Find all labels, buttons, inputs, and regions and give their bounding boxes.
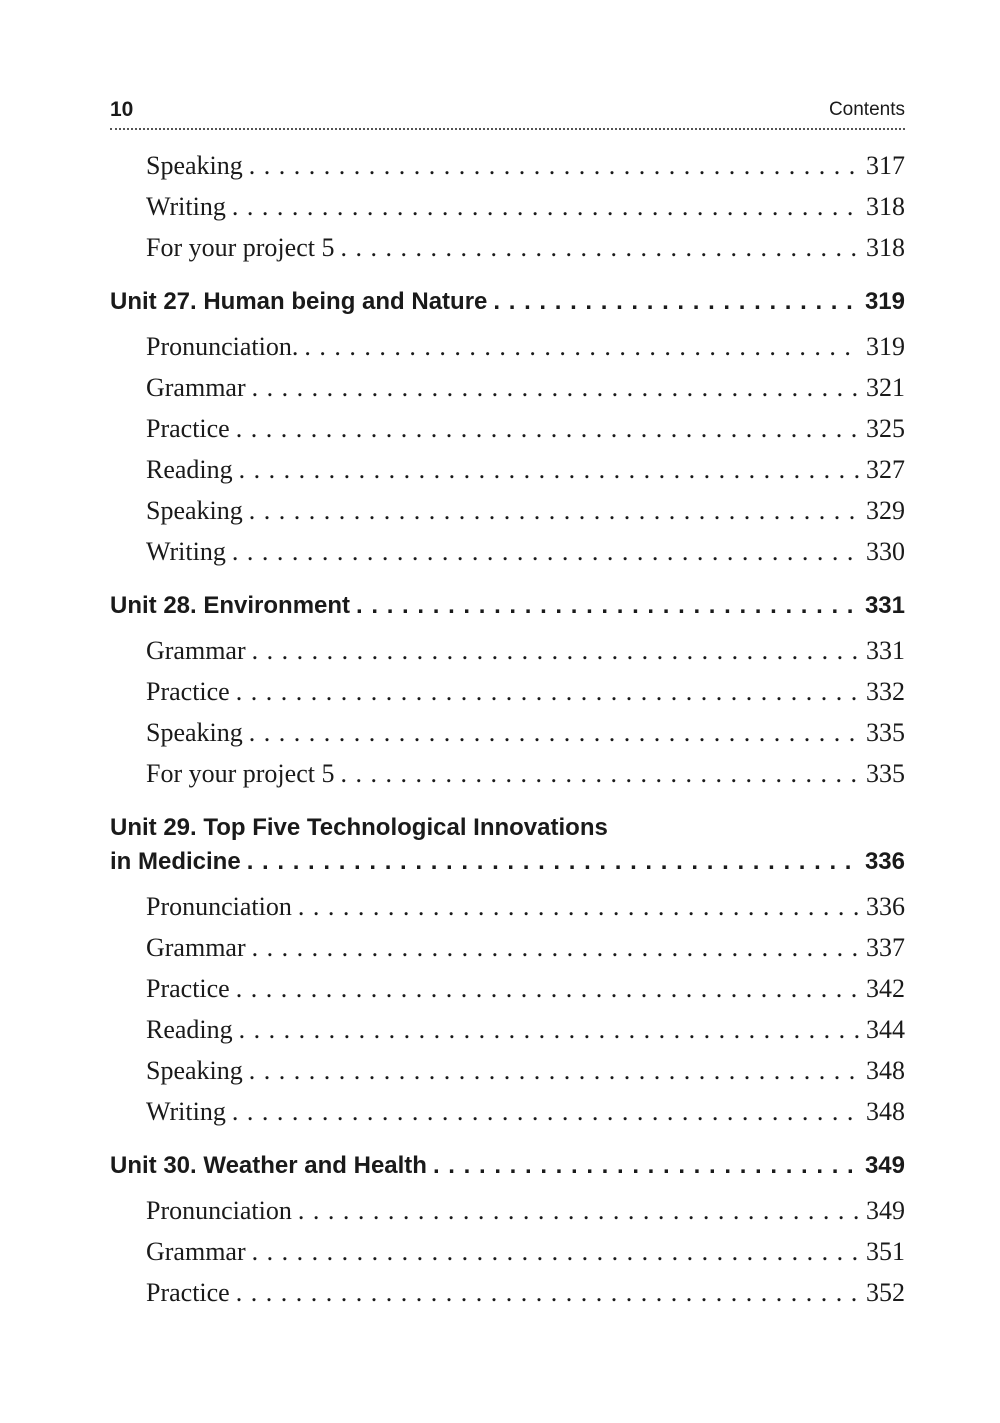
unit-title: Unit 27. Human being and Nature	[110, 288, 488, 315]
toc-entry-page: 348	[866, 1056, 905, 1085]
dot-leader	[493, 285, 859, 319]
dot-leader	[249, 1050, 860, 1091]
unit-heading[interactable]	[110, 285, 905, 319]
dot-leader	[433, 1149, 859, 1183]
unit-title-line1[interactable]: Unit 29. Top Five Technological Innovations	[110, 814, 608, 841]
toc-entry[interactable]	[110, 326, 905, 367]
toc-entry-page: 329	[866, 496, 905, 525]
toc-entry[interactable]	[110, 490, 905, 531]
dot-leader	[252, 630, 860, 671]
toc-entry[interactable]	[110, 1050, 905, 1091]
dot-leader	[298, 1190, 860, 1231]
dot-leader	[298, 886, 860, 927]
toc-entry-title: For your project 5	[146, 233, 335, 262]
toc-entry-page: 349	[866, 1196, 905, 1225]
toc-entry-page: 348	[866, 1097, 905, 1126]
toc-entry-page: 317	[866, 151, 905, 180]
dot-leader	[236, 408, 860, 449]
toc-entry-page: 318	[866, 233, 905, 262]
toc-entry-title: Practice	[146, 677, 230, 706]
header-divider	[110, 128, 905, 130]
dot-leader	[356, 589, 859, 623]
toc-entry-page: 319	[866, 332, 905, 361]
toc-entry[interactable]	[110, 1272, 905, 1313]
dot-leader	[236, 671, 860, 712]
toc-entry-title: Writing	[146, 192, 226, 221]
toc-entry-page: 351	[866, 1237, 905, 1266]
toc-entry-page: 332	[866, 677, 905, 706]
toc-entry[interactable]	[110, 712, 905, 753]
unit-section-30	[110, 1149, 905, 1183]
running-title: Contents	[828, 99, 905, 120]
toc-entry[interactable]	[110, 531, 905, 572]
dot-leader	[232, 186, 860, 227]
toc-entry-title: Writing	[146, 537, 226, 566]
toc-entry[interactable]	[110, 927, 905, 968]
toc-entry-page: 335	[866, 759, 905, 788]
toc-entry[interactable]	[110, 1091, 905, 1132]
toc-entry[interactable]	[110, 968, 905, 1009]
toc-entry-page: 325	[866, 414, 905, 443]
toc-entry-page: 344	[866, 1015, 905, 1044]
unit-title: Unit 30. Weather and Health	[110, 1152, 427, 1179]
unit-page: 336	[864, 848, 905, 875]
dot-leader	[236, 1272, 860, 1313]
unit-page: 319	[864, 288, 905, 315]
toc-entry-page: 342	[866, 974, 905, 1003]
unit-title: Unit 28. Environment	[110, 592, 351, 619]
dot-leader	[249, 712, 860, 753]
toc-entry[interactable]	[110, 630, 905, 671]
toc-entry-title: Practice	[146, 414, 230, 443]
dot-leader	[252, 367, 860, 408]
dot-leader	[236, 968, 860, 1009]
toc-entry-title: Writing	[146, 1097, 226, 1126]
toc-entry-title: Practice	[146, 974, 230, 1003]
toc-entry-page: 331	[866, 636, 905, 665]
toc-entry-title: For your project 5	[146, 759, 335, 788]
unit-page: 349	[864, 1152, 905, 1179]
unit-section-27	[110, 285, 905, 319]
page-number: 10	[110, 98, 134, 121]
toc-entry-title: Grammar	[146, 1237, 246, 1266]
toc-entry[interactable]	[110, 367, 905, 408]
toc-entry-page: 330	[866, 537, 905, 566]
unit-heading[interactable]	[110, 1149, 905, 1183]
toc-entry[interactable]	[110, 449, 905, 490]
toc-entry-page: 352	[866, 1278, 905, 1307]
dot-leader	[239, 449, 860, 490]
toc-entry[interactable]	[110, 671, 905, 712]
unit-heading[interactable]	[110, 589, 905, 623]
dot-leader	[249, 490, 860, 531]
dot-leader	[232, 1091, 860, 1132]
toc-entry-page: 335	[866, 718, 905, 747]
unit-page: 331	[864, 592, 905, 619]
toc-entry-page: 318	[866, 192, 905, 221]
toc-entry[interactable]	[110, 1190, 905, 1231]
toc-entry-title: Grammar	[146, 933, 246, 962]
toc-entry[interactable]	[110, 1009, 905, 1050]
dot-leader	[247, 845, 859, 879]
toc-entry-title: Speaking	[146, 151, 243, 180]
toc-entry-title: Grammar	[146, 373, 246, 402]
toc-entry[interactable]	[110, 886, 905, 927]
toc-entry-title: Pronunciation	[146, 1196, 292, 1225]
toc-entry[interactable]	[110, 186, 905, 227]
toc-entry[interactable]	[110, 145, 905, 186]
toc-entry[interactable]	[110, 753, 905, 794]
toc-entry-title: Pronunciation	[146, 892, 292, 921]
toc-entry[interactable]	[110, 1231, 905, 1272]
toc-entry-title: Speaking	[146, 1056, 243, 1085]
dot-leader	[249, 145, 860, 186]
unit-section-28	[110, 589, 905, 623]
toc-entry-title: Practice	[146, 1278, 230, 1307]
toc-entry[interactable]	[110, 408, 905, 449]
dot-leader	[232, 531, 860, 572]
unit-heading[interactable]	[110, 845, 905, 879]
dot-leader	[340, 753, 860, 794]
dot-leader	[252, 927, 860, 968]
toc-entry-page: 337	[866, 933, 905, 962]
toc-entry-title: Pronunciation.	[146, 332, 299, 361]
page-header	[110, 98, 905, 124]
toc-entry-page: 327	[866, 455, 905, 484]
toc-entry-title: Speaking	[146, 496, 243, 525]
dot-leader	[252, 1231, 860, 1272]
unit-section-29	[110, 811, 905, 879]
table-of-contents	[110, 145, 905, 1313]
unit-title: in Medicine	[110, 848, 241, 875]
toc-entry-title: Grammar	[146, 636, 246, 665]
toc-entry-title: Reading	[146, 455, 233, 484]
dot-leader	[340, 227, 860, 268]
toc-entry[interactable]	[110, 227, 905, 268]
toc-entry-title: Reading	[146, 1015, 233, 1044]
toc-entry-page: 336	[866, 892, 905, 921]
dot-leader	[239, 1009, 860, 1050]
toc-entry-title: Speaking	[146, 718, 243, 747]
dot-leader	[304, 326, 860, 367]
toc-entry-page: 321	[866, 373, 905, 402]
